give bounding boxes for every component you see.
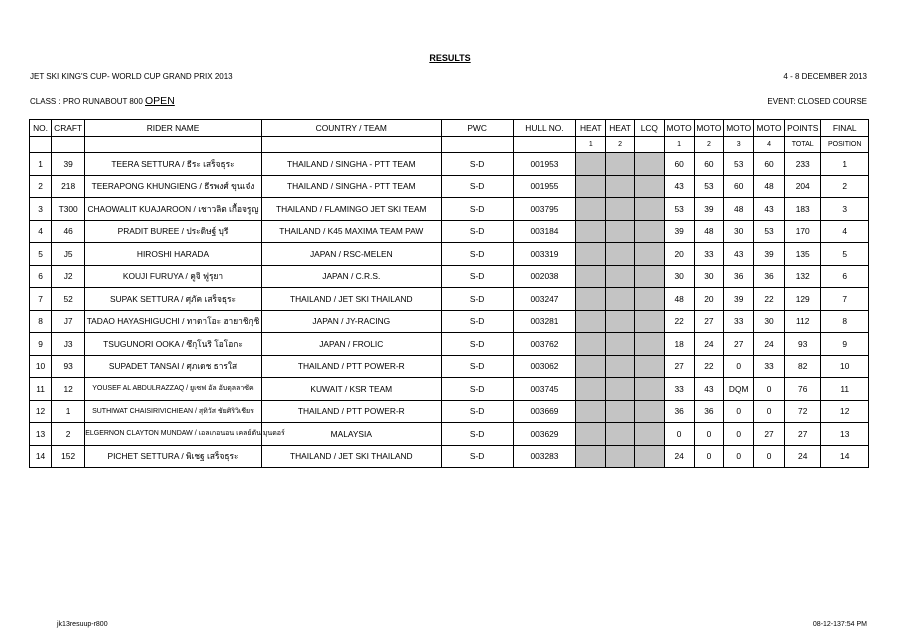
cell-craft: J7 xyxy=(52,310,85,333)
header-sub-empty xyxy=(634,137,664,153)
cell-no: 9 xyxy=(30,333,52,356)
header-position: POSITION xyxy=(821,137,869,153)
cell-hull: 003669 xyxy=(513,400,576,423)
header-sub-empty xyxy=(52,137,85,153)
cell-lcq xyxy=(634,355,664,378)
cell-heat-1 xyxy=(576,265,606,288)
cell-hull: 003281 xyxy=(513,310,576,333)
cell-heat-1 xyxy=(576,153,606,176)
cell-moto-2: 22 xyxy=(694,355,724,378)
cell-no: 6 xyxy=(30,265,52,288)
cell-moto-4: 43 xyxy=(754,198,785,221)
cell-heat-2 xyxy=(606,400,635,423)
cell-pwc: S-D xyxy=(441,423,513,446)
cell-final: 9 xyxy=(821,333,869,356)
cell-moto-3: 33 xyxy=(724,310,754,333)
page-title: RESULTS xyxy=(429,53,471,63)
cell-moto-2: 43 xyxy=(694,378,724,401)
cell-rider: YOUSEF AL ABDULRAZZAQ / ยูเซฟ อัล อับดุลลาซัค xyxy=(85,378,262,401)
header-moto-1: MOTO xyxy=(664,120,694,137)
cell-lcq xyxy=(634,175,664,198)
header-no: NO. xyxy=(30,120,52,137)
cell-final: 6 xyxy=(821,265,869,288)
cell-lcq xyxy=(634,288,664,311)
cell-hull: 003745 xyxy=(513,378,576,401)
cell-moto-1: 24 xyxy=(664,445,694,468)
table-row xyxy=(30,220,869,243)
cell-moto-4: 30 xyxy=(754,310,785,333)
cell-lcq xyxy=(634,243,664,266)
cell-craft: J3 xyxy=(52,333,85,356)
cell-heat-2 xyxy=(606,310,635,333)
cell-moto-4: 39 xyxy=(754,243,785,266)
cell-hull: 003283 xyxy=(513,445,576,468)
cell-country: THAILAND / PTT POWER-R xyxy=(261,355,441,378)
cell-heat-2 xyxy=(606,198,635,221)
cell-moto-2: 27 xyxy=(694,310,724,333)
cell-no: 3 xyxy=(30,198,52,221)
cell-moto-1: 33 xyxy=(664,378,694,401)
cell-hull: 003795 xyxy=(513,198,576,221)
cell-lcq xyxy=(634,198,664,221)
cell-final: 3 xyxy=(821,198,869,221)
cell-rider: TSUGUNORI OOKA / ซึกุโนริ โอโอกะ xyxy=(85,333,262,356)
cell-moto-3: 36 xyxy=(724,265,754,288)
cell-moto-2: 39 xyxy=(694,198,724,221)
cell-lcq xyxy=(634,378,664,401)
cell-moto-4: 22 xyxy=(754,288,785,311)
cell-total: 112 xyxy=(785,310,821,333)
cell-country: THAILAND / SINGHA - PTT TEAM xyxy=(261,153,441,176)
header-heat-num: 1 xyxy=(576,137,606,153)
cell-lcq xyxy=(634,220,664,243)
cell-pwc: S-D xyxy=(441,243,513,266)
cell-pwc: S-D xyxy=(441,198,513,221)
header-sub-empty xyxy=(30,137,52,153)
cell-total: 76 xyxy=(785,378,821,401)
cell-heat-1 xyxy=(576,220,606,243)
event-dates: 4 - 8 DECEMBER 2013 xyxy=(783,72,867,81)
cell-craft: J5 xyxy=(52,243,85,266)
cell-final: 5 xyxy=(821,243,869,266)
cell-moto-3: 0 xyxy=(724,445,754,468)
header-subrow xyxy=(30,137,869,153)
cell-moto-4: 53 xyxy=(754,220,785,243)
header-moto-num: 3 xyxy=(724,137,754,153)
cell-moto-3: 53 xyxy=(724,153,754,176)
cell-final: 7 xyxy=(821,288,869,311)
header-row xyxy=(30,120,869,137)
cell-moto-1: 48 xyxy=(664,288,694,311)
table-row xyxy=(30,198,869,221)
cell-final: 13 xyxy=(821,423,869,446)
cell-heat-1 xyxy=(576,445,606,468)
header-lcq: LCQ xyxy=(634,120,664,137)
cell-lcq xyxy=(634,400,664,423)
footer-file-id: jk13resuup-r800 xyxy=(57,621,108,628)
cell-heat-1 xyxy=(576,423,606,446)
cell-moto-3: 30 xyxy=(724,220,754,243)
cell-heat-1 xyxy=(576,378,606,401)
cell-final: 4 xyxy=(821,220,869,243)
event-name: JET SKI KING'S CUP- WORLD CUP GRAND PRIX 2013 xyxy=(30,72,233,81)
header-craft: CRAFT xyxy=(52,120,85,137)
cell-rider: ELGERNON CLAYTON MUNDAW / เอลเกอนอน เคลย์ตัน มุนดอร์ xyxy=(85,423,262,446)
footer-timestamp: 08-12-137:54 PM xyxy=(812,621,867,628)
cell-moto-3: 48 xyxy=(724,198,754,221)
cell-craft: 52 xyxy=(52,288,85,311)
cell-heat-1 xyxy=(576,355,606,378)
cell-heat-2 xyxy=(606,378,635,401)
table-row xyxy=(30,153,869,176)
cell-heat-2 xyxy=(606,153,635,176)
cell-no: 13 xyxy=(30,423,52,446)
cell-country: THAILAND / SINGHA - PTT TEAM xyxy=(261,175,441,198)
cell-total: 132 xyxy=(785,265,821,288)
cell-country: THAILAND / JET SKI THAILAND xyxy=(261,288,441,311)
header-moto-num: 1 xyxy=(664,137,694,153)
header-pwc: PWC xyxy=(441,120,513,137)
cell-heat-1 xyxy=(576,243,606,266)
header-moto-4: MOTO xyxy=(754,120,785,137)
cell-hull: 003184 xyxy=(513,220,576,243)
cell-craft: 39 xyxy=(52,153,85,176)
cell-moto-1: 30 xyxy=(664,265,694,288)
cell-total: 72 xyxy=(785,400,821,423)
cell-moto-2: 24 xyxy=(694,333,724,356)
cell-heat-2 xyxy=(606,423,635,446)
cell-moto-1: 0 xyxy=(664,423,694,446)
cell-no: 14 xyxy=(30,445,52,468)
cell-country: THAILAND / FLAMINGO JET SKI TEAM xyxy=(261,198,441,221)
cell-total: 204 xyxy=(785,175,821,198)
cell-hull: 003247 xyxy=(513,288,576,311)
cell-final: 8 xyxy=(821,310,869,333)
cell-moto-1: 36 xyxy=(664,400,694,423)
cell-hull: 003062 xyxy=(513,355,576,378)
cell-final: 14 xyxy=(821,445,869,468)
class-line xyxy=(30,95,175,107)
cell-rider: PICHET SETTURA / พิเชฐ เสร็จธุระ xyxy=(85,445,262,468)
cell-country: JAPAN / RSC-MELEN xyxy=(261,243,441,266)
header-moto-num: 4 xyxy=(754,137,785,153)
header-total: TOTAL xyxy=(785,137,821,153)
cell-moto-2: 33 xyxy=(694,243,724,266)
table-row xyxy=(30,400,869,423)
cell-rider: SUPAK SETTURA / ศุภัค เสร็จธุระ xyxy=(85,288,262,311)
cell-hull: 003762 xyxy=(513,333,576,356)
cell-moto-2: 48 xyxy=(694,220,724,243)
header-heat-1: HEAT xyxy=(576,120,606,137)
cell-rider: TADAO HAYASHIGUCHI / ทาดาโอะ ฮายาชิกุชิ xyxy=(85,310,262,333)
cell-moto-4: 0 xyxy=(754,445,785,468)
cell-heat-2 xyxy=(606,445,635,468)
cell-craft: 2 xyxy=(52,423,85,446)
cell-country: JAPAN / FROLIC xyxy=(261,333,441,356)
table-row xyxy=(30,310,869,333)
cell-moto-4: 0 xyxy=(754,400,785,423)
cell-lcq xyxy=(634,265,664,288)
cell-heat-1 xyxy=(576,198,606,221)
cell-moto-2: 0 xyxy=(694,423,724,446)
cell-moto-3: 43 xyxy=(724,243,754,266)
cell-final: 2 xyxy=(821,175,869,198)
cell-moto-4: 0 xyxy=(754,378,785,401)
cell-country: THAILAND / PTT POWER-R xyxy=(261,400,441,423)
cell-moto-3: 39 xyxy=(724,288,754,311)
cell-total: 183 xyxy=(785,198,821,221)
cell-rider: PRADIT BUREE / ประดิษฐ์ บุรี xyxy=(85,220,262,243)
cell-craft: 218 xyxy=(52,175,85,198)
cell-moto-3: 0 xyxy=(724,423,754,446)
cell-lcq xyxy=(634,153,664,176)
cell-moto-2: 60 xyxy=(694,153,724,176)
cell-craft: J2 xyxy=(52,265,85,288)
cell-final: 11 xyxy=(821,378,869,401)
table-row xyxy=(30,445,869,468)
table-row xyxy=(30,175,869,198)
cell-moto-4: 60 xyxy=(754,153,785,176)
cell-heat-2 xyxy=(606,220,635,243)
header-points: POINTS xyxy=(785,120,821,137)
cell-rider: SUTHIWAT CHAISIRIVICHIEAN / สุทิวัส ชัยศิริวิเชียร xyxy=(85,400,262,423)
cell-rider: TEERAPONG KHUNGIENG / ธีรพงศ์ ขุนเจ๋ง xyxy=(85,175,262,198)
cell-total: 93 xyxy=(785,333,821,356)
cell-total: 82 xyxy=(785,355,821,378)
cell-no: 8 xyxy=(30,310,52,333)
cell-moto-1: 22 xyxy=(664,310,694,333)
table-row xyxy=(30,378,869,401)
cell-moto-1: 39 xyxy=(664,220,694,243)
cell-total: 27 xyxy=(785,423,821,446)
cell-final: 12 xyxy=(821,400,869,423)
cell-rider: SUPADET TANSAI / ศุภเดช ธารใส xyxy=(85,355,262,378)
header-sub-empty xyxy=(441,137,513,153)
cell-lcq xyxy=(634,333,664,356)
cell-rider: TEERA SETTURA / ธีระ เสร็จธุระ xyxy=(85,153,262,176)
cell-country: MALAYSIA xyxy=(261,423,441,446)
cell-total: 233 xyxy=(785,153,821,176)
cell-moto-1: 53 xyxy=(664,198,694,221)
header-moto-2: MOTO xyxy=(694,120,724,137)
cell-craft: 12 xyxy=(52,378,85,401)
cell-moto-4: 24 xyxy=(754,333,785,356)
cell-hull: 002038 xyxy=(513,265,576,288)
cell-pwc: S-D xyxy=(441,445,513,468)
cell-total: 170 xyxy=(785,220,821,243)
header-moto-num: 2 xyxy=(694,137,724,153)
cell-pwc: S-D xyxy=(441,265,513,288)
cell-heat-2 xyxy=(606,333,635,356)
cell-country: THAILAND / K45 MAXIMA TEAM PAW xyxy=(261,220,441,243)
cell-heat-2 xyxy=(606,288,635,311)
cell-no: 1 xyxy=(30,153,52,176)
cell-country: JAPAN / JY-RACING xyxy=(261,310,441,333)
cell-moto-3: 0 xyxy=(724,355,754,378)
cell-lcq xyxy=(634,310,664,333)
header-heat-num: 2 xyxy=(606,137,635,153)
table-row xyxy=(30,333,869,356)
cell-lcq xyxy=(634,423,664,446)
cell-country: JAPAN / C.R.S. xyxy=(261,265,441,288)
cell-moto-2: 30 xyxy=(694,265,724,288)
cell-moto-3: DQM xyxy=(724,378,754,401)
table-row xyxy=(30,265,869,288)
cell-no: 5 xyxy=(30,243,52,266)
class-prefix: CLASS : PRO RUNABOUT 800 xyxy=(30,97,143,106)
cell-moto-4: 36 xyxy=(754,265,785,288)
cell-total: 129 xyxy=(785,288,821,311)
cell-moto-2: 53 xyxy=(694,175,724,198)
cell-heat-1 xyxy=(576,310,606,333)
cell-moto-4: 27 xyxy=(754,423,785,446)
cell-moto-4: 48 xyxy=(754,175,785,198)
cell-heat-2 xyxy=(606,355,635,378)
event-type: EVENT: CLOSED COURSE xyxy=(767,97,867,106)
cell-heat-1 xyxy=(576,175,606,198)
cell-no: 10 xyxy=(30,355,52,378)
cell-hull: 003319 xyxy=(513,243,576,266)
table-row xyxy=(30,243,869,266)
cell-craft: T300 xyxy=(52,198,85,221)
header-final: FINAL xyxy=(821,120,869,137)
cell-moto-2: 36 xyxy=(694,400,724,423)
cell-craft: 93 xyxy=(52,355,85,378)
cell-pwc: S-D xyxy=(441,400,513,423)
cell-rider: KOUJI FURUYA / คูจิ ฟูรุยา xyxy=(85,265,262,288)
cell-heat-1 xyxy=(576,400,606,423)
cell-final: 1 xyxy=(821,153,869,176)
cell-heat-2 xyxy=(606,175,635,198)
header-sub-empty xyxy=(513,137,576,153)
header-sub-empty xyxy=(85,137,262,153)
cell-heat-2 xyxy=(606,243,635,266)
cell-moto-1: 20 xyxy=(664,243,694,266)
cell-pwc: S-D xyxy=(441,355,513,378)
results-table xyxy=(29,119,869,468)
cell-pwc: S-D xyxy=(441,333,513,356)
cell-moto-2: 20 xyxy=(694,288,724,311)
table-row xyxy=(30,355,869,378)
cell-final: 10 xyxy=(821,355,869,378)
cell-hull: 001955 xyxy=(513,175,576,198)
cell-pwc: S-D xyxy=(441,153,513,176)
cell-heat-1 xyxy=(576,333,606,356)
cell-rider: CHAOWALIT KUAJAROON / เชาวลิต เกื้อจรูญ xyxy=(85,198,262,221)
cell-total: 24 xyxy=(785,445,821,468)
cell-moto-4: 33 xyxy=(754,355,785,378)
header-country: COUNTRY / TEAM xyxy=(261,120,441,137)
cell-total: 135 xyxy=(785,243,821,266)
cell-no: 4 xyxy=(30,220,52,243)
header-hull: HULL NO. xyxy=(513,120,576,137)
cell-craft: 152 xyxy=(52,445,85,468)
cell-lcq xyxy=(634,445,664,468)
cell-moto-1: 18 xyxy=(664,333,694,356)
cell-moto-3: 0 xyxy=(724,400,754,423)
cell-moto-1: 27 xyxy=(664,355,694,378)
cell-heat-1 xyxy=(576,288,606,311)
cell-heat-2 xyxy=(606,265,635,288)
cell-country: KUWAIT / KSR TEAM xyxy=(261,378,441,401)
cell-moto-1: 43 xyxy=(664,175,694,198)
cell-pwc: S-D xyxy=(441,310,513,333)
cell-no: 7 xyxy=(30,288,52,311)
header-sub-empty xyxy=(261,137,441,153)
cell-pwc: S-D xyxy=(441,175,513,198)
cell-rider: HIROSHI HARADA xyxy=(85,243,262,266)
cell-moto-3: 60 xyxy=(724,175,754,198)
cell-hull: 003629 xyxy=(513,423,576,446)
cell-country: THAILAND / JET SKI THAILAND xyxy=(261,445,441,468)
cell-pwc: S-D xyxy=(441,220,513,243)
class-open: OPEN xyxy=(145,95,175,107)
cell-hull: 001953 xyxy=(513,153,576,176)
table-row xyxy=(30,288,869,311)
cell-pwc: S-D xyxy=(441,378,513,401)
cell-craft: 46 xyxy=(52,220,85,243)
cell-craft: 1 xyxy=(52,400,85,423)
cell-moto-1: 60 xyxy=(664,153,694,176)
header-heat-2: HEAT xyxy=(606,120,635,137)
cell-no: 12 xyxy=(30,400,52,423)
cell-no: 2 xyxy=(30,175,52,198)
table-row xyxy=(30,423,869,446)
header-moto-3: MOTO xyxy=(724,120,754,137)
cell-moto-3: 27 xyxy=(724,333,754,356)
cell-no: 11 xyxy=(30,378,52,401)
header-rider: RIDER NAME xyxy=(85,120,262,137)
cell-moto-2: 0 xyxy=(694,445,724,468)
cell-pwc: S-D xyxy=(441,288,513,311)
